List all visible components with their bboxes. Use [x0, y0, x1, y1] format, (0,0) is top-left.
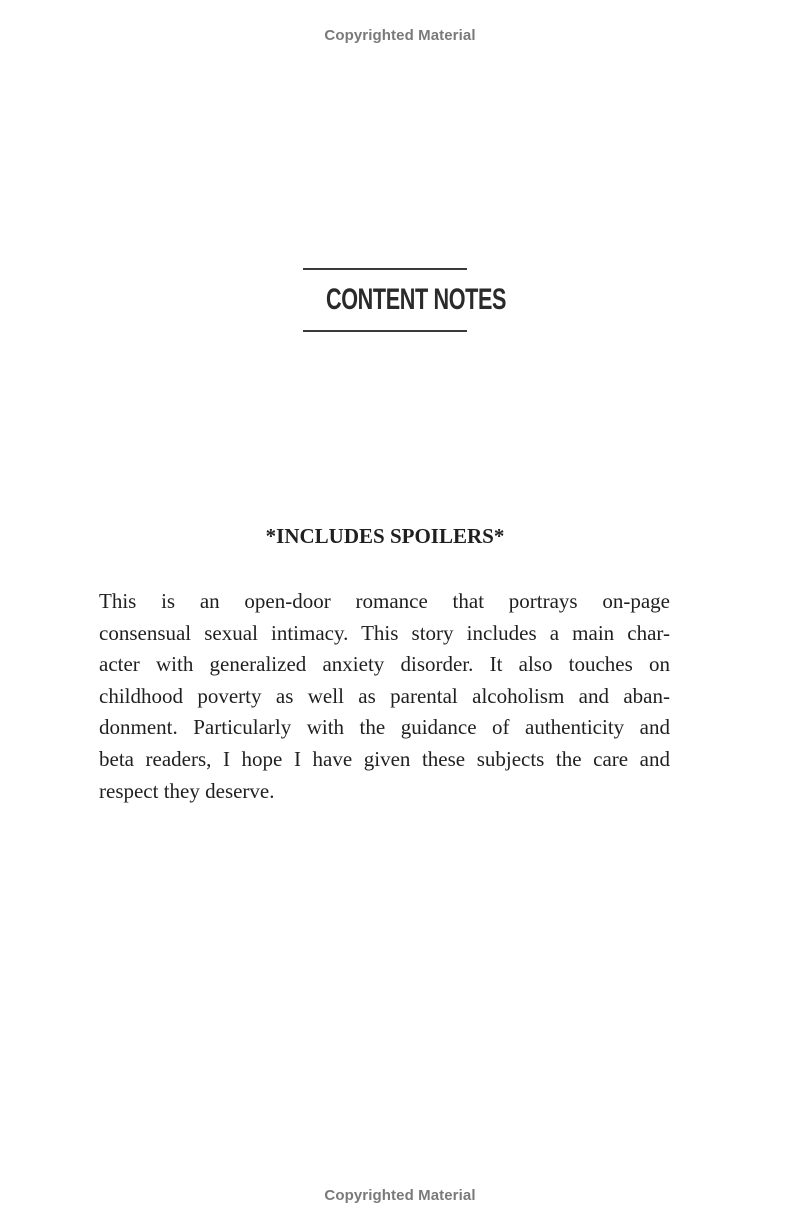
page-title: CONTENT NOTES	[325, 283, 507, 316]
header-watermark: Copyrighted Material	[324, 27, 476, 44]
paragraph-line: acter with generalized anxiety disorder. It also touches on	[99, 652, 670, 677]
paragraph-line: This is an open-door romance that portrays on-page	[99, 589, 670, 613]
title-rule-bottom	[303, 330, 467, 332]
paragraph-line: donment. Particularly with the guidance of authenticity and	[99, 715, 670, 740]
title-rule-top	[303, 268, 467, 270]
paragraph-line: consensual sexual intimacy. This story includes a main char-	[99, 620, 670, 645]
paragraph-line: childhood poverty as well as parental alcoholism and aban-	[99, 683, 670, 708]
title-block	[303, 268, 507, 332]
spoiler-notice: *INCLUDES SPOILERS*	[265, 524, 505, 548]
footer-watermark: Copyrighted Material	[324, 1187, 476, 1204]
paragraph-line: respect they deserve.	[99, 778, 275, 803]
paragraph-line: beta readers, I hope I have given these subjects the care and	[99, 746, 670, 771]
content-notes-paragraph	[99, 586, 670, 807]
